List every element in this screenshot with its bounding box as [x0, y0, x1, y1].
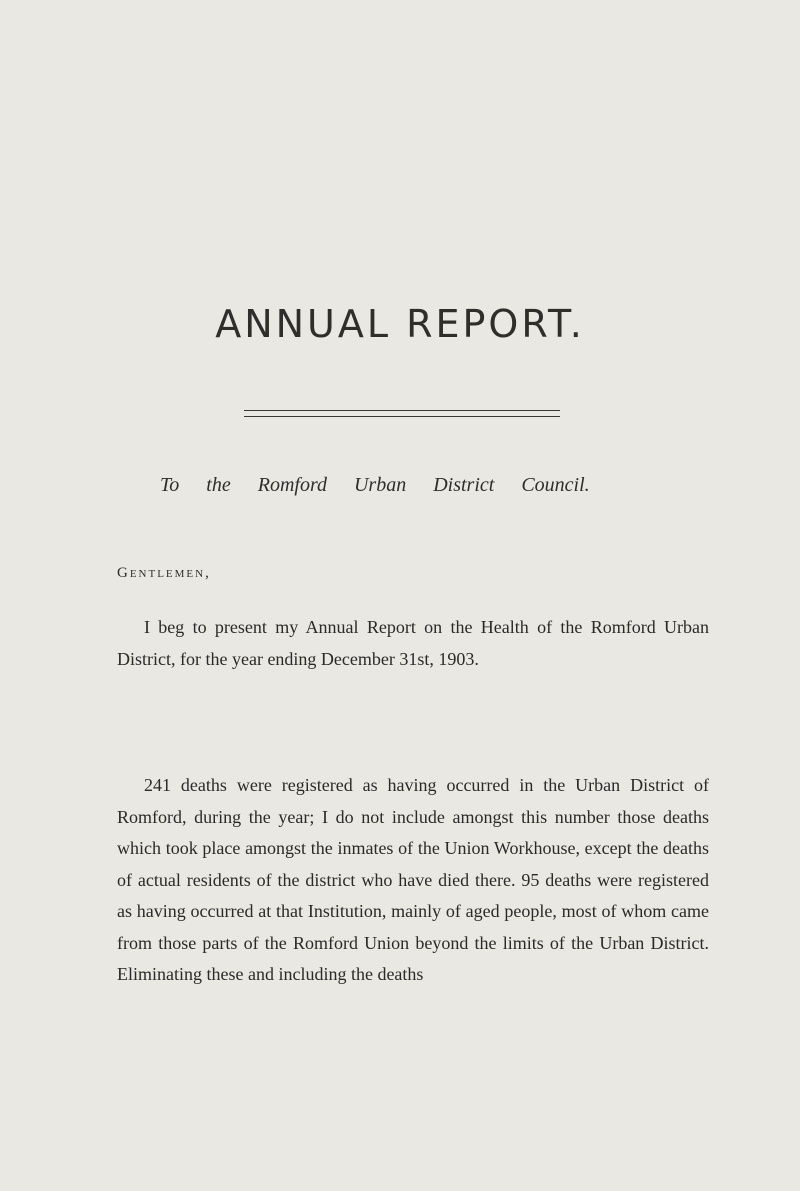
body-paragraph-2: 241 deaths were registered as having occurred in the Urban District of Romford, during the year; I do not include amongst this number those deaths which took place amongst the inmates of the Union Workhouse, except the deaths of actual residents of the district who have died there. 95 deaths were registered as having occurred at that Institution, mainly of aged people, most of whom came from those parts of the Romford Union beyond the limits of the Urban District. Eliminating these and including the deaths [117, 775, 709, 984]
title-divider-bottom [244, 416, 560, 417]
addressee-line: To the Romford Urban District Council. [160, 474, 590, 496]
salutation: Gentlemen, [117, 565, 211, 581]
body-paragraph-1: I beg to present my Annual Report on the Health of the Romford Urban District, for the year ending December 31st, 1903. [117, 617, 709, 669]
report-title: ANNUAL REPORT. [215, 302, 585, 346]
title-divider-top [244, 410, 560, 411]
